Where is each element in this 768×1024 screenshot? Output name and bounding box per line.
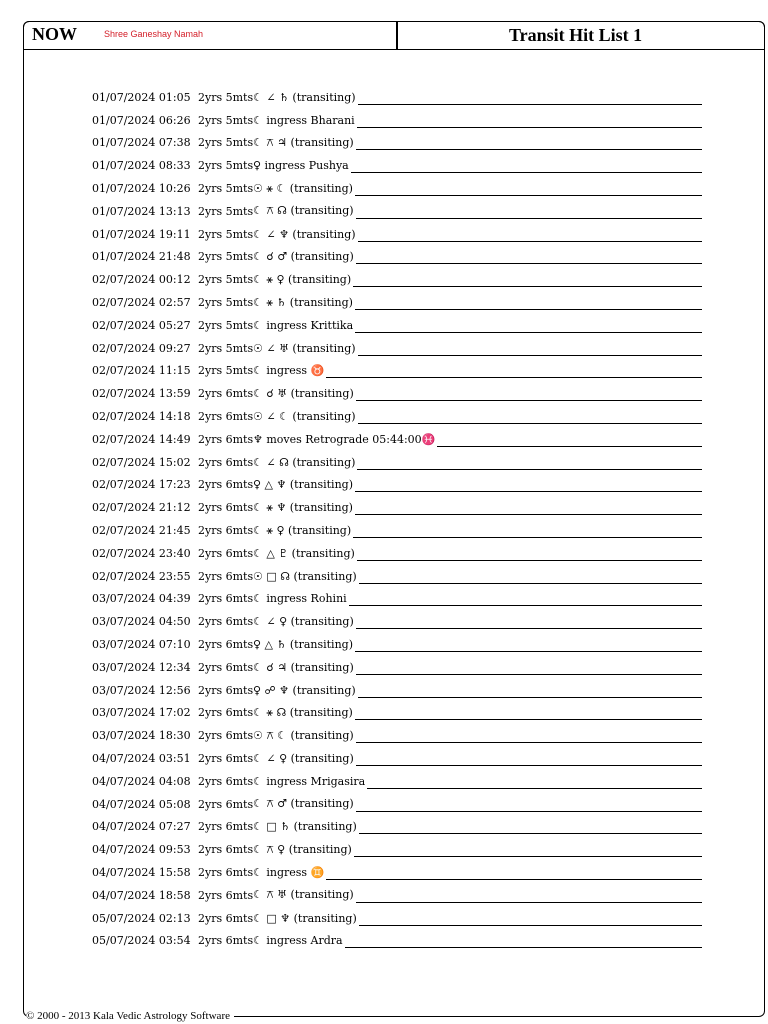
list-item	[92, 474, 702, 497]
entry-age: 2yrs 6mts	[198, 524, 254, 538]
entry-event: ☾ ☌ ♃ (transiting)	[253, 660, 354, 674]
list-item	[92, 268, 702, 291]
entry-datetime: 02/07/2024 02:57	[92, 296, 191, 310]
entry-underline	[356, 400, 702, 401]
copyright-footer: © 2000 - 2013 Kala Vedic Astrology Software	[26, 1010, 234, 1022]
entry-age: 2yrs 6mts	[198, 934, 254, 948]
entry-datetime: 05/07/2024 02:13	[92, 911, 191, 925]
entry-event: ☾ ingress Mrigasira	[253, 774, 366, 788]
list-item	[92, 793, 702, 816]
list-item	[92, 884, 702, 907]
list-item	[92, 907, 702, 930]
entry-datetime: 04/07/2024 15:58	[92, 865, 191, 879]
entry-age: 2yrs 5mts	[198, 250, 254, 264]
entry-underline	[356, 811, 702, 812]
entry-underline	[356, 149, 702, 150]
entry-underline	[326, 879, 702, 880]
entry-datetime: 02/07/2024 05:27	[92, 318, 191, 332]
list-item	[92, 405, 702, 428]
entry-datetime: 03/07/2024 18:30	[92, 729, 191, 743]
entry-datetime: 01/07/2024 08:33	[92, 159, 191, 173]
list-item	[92, 770, 702, 793]
entry-age: 2yrs 6mts	[198, 569, 254, 583]
list-item	[92, 679, 702, 702]
entry-datetime: 01/07/2024 13:13	[92, 204, 191, 218]
entry-event: ☾ ☌ ♂ (transiting)	[253, 250, 354, 264]
entry-underline	[358, 241, 702, 242]
entry-underline	[359, 583, 702, 584]
entry-age: 2yrs 5mts	[198, 318, 254, 332]
entry-event: ☉ ⚹ ☾ (transiting)	[253, 181, 353, 195]
entry-underline	[359, 833, 702, 834]
list-item	[92, 246, 702, 269]
entry-underline	[356, 742, 702, 743]
entry-age: 2yrs 6mts	[198, 843, 254, 857]
entry-underline	[359, 925, 702, 926]
entry-datetime: 02/07/2024 00:12	[92, 273, 191, 287]
header-divider	[396, 22, 398, 49]
list-item	[92, 656, 702, 679]
entry-age: 2yrs 6mts	[198, 683, 254, 697]
entry-datetime: 01/07/2024 06:26	[92, 113, 191, 127]
entry-datetime: 04/07/2024 09:53	[92, 843, 191, 857]
entry-underline	[355, 195, 702, 196]
list-item	[92, 314, 702, 337]
entry-datetime: 03/07/2024 04:39	[92, 592, 191, 606]
entry-datetime: 04/07/2024 03:51	[92, 752, 191, 765]
list-item	[92, 428, 702, 451]
entry-age: 2yrs 6mts	[198, 865, 254, 879]
entry-event: ☉ □ ☊ (transiting)	[253, 569, 357, 583]
entry-underline	[356, 765, 702, 766]
entry-age: 2yrs 5mts	[198, 136, 254, 150]
entry-event: ☾ ingress Ardra	[253, 934, 343, 948]
entry-datetime: 05/07/2024 03:54	[92, 934, 191, 948]
list-item	[92, 86, 702, 109]
entry-age: 2yrs 6mts	[198, 660, 254, 674]
entry-event: ☉ ∠ ♅ (transiting)	[253, 341, 356, 355]
list-item	[92, 109, 702, 132]
entry-age: 2yrs 5mts	[198, 296, 254, 310]
entry-datetime: 01/07/2024 07:38	[92, 136, 191, 150]
entry-age: 2yrs 6mts	[198, 410, 254, 424]
entry-age: 2yrs 6mts	[198, 638, 254, 652]
entry-underline	[355, 651, 702, 652]
entry-age: 2yrs 6mts	[198, 820, 254, 834]
entry-datetime: 02/07/2024 21:45	[92, 524, 191, 538]
list-item	[92, 747, 702, 770]
entry-event: ☾ ⚻ ♃ (transiting)	[253, 135, 354, 149]
entry-age: 2yrs 6mts	[198, 501, 254, 515]
entry-event: ☾ ∠ ♀ (transiting)	[253, 752, 354, 765]
entry-event: ☾ ⚻ ♂ (transiting)	[253, 797, 354, 811]
entry-event: ☾ △ ♇ (transiting)	[253, 546, 355, 560]
entry-underline	[354, 856, 702, 857]
entry-event: ☉ ⚻ ☾ (transiting)	[253, 728, 354, 742]
entry-datetime: 03/07/2024 07:10	[92, 638, 191, 652]
entry-underline	[345, 947, 702, 948]
list-item	[92, 291, 702, 314]
entry-underline	[356, 902, 702, 903]
entry-underline	[357, 127, 702, 128]
entry-event: ♀ △ ♄ (transiting)	[253, 638, 353, 652]
entry-event: ☾ ⚻ ☊ (transiting)	[253, 204, 354, 218]
entry-age: 2yrs 6mts	[198, 592, 254, 606]
entry-event: ☾ ∠ ♆ (transiting)	[253, 227, 356, 241]
entry-age: 2yrs 6mts	[198, 455, 254, 469]
list-item	[92, 451, 702, 474]
entry-underline	[351, 172, 702, 173]
entry-underline	[358, 104, 702, 105]
entry-age: 2yrs 6mts	[198, 774, 254, 788]
entry-age: 2yrs 6mts	[198, 911, 254, 925]
list-item	[92, 565, 702, 588]
entry-age: 2yrs 6mts	[198, 888, 254, 902]
entry-underline	[356, 628, 702, 629]
entry-age: 2yrs 6mts	[198, 706, 254, 720]
entry-age: 2yrs 6mts	[198, 387, 254, 401]
entry-datetime: 03/07/2024 04:50	[92, 615, 191, 629]
entry-event: ♆ moves Retrograde 05:44:00♓	[253, 432, 436, 446]
entry-datetime: 02/07/2024 13:59	[92, 387, 191, 401]
entry-event: ☾ ingress Krittika	[253, 318, 354, 332]
entry-datetime: 02/07/2024 11:15	[92, 364, 191, 378]
entry-event: ☾ ∠ ♀ (transiting)	[253, 615, 354, 629]
entry-event: ☾ □ ♆ (transiting)	[253, 911, 357, 925]
list-item	[92, 633, 702, 656]
list-item	[92, 861, 702, 884]
entry-datetime: 02/07/2024 21:12	[92, 501, 191, 515]
entry-event: ☾ ⚹ ♆ (transiting)	[253, 500, 353, 514]
entry-event: ☾ ☌ ♅ (transiting)	[253, 387, 354, 401]
list-item	[92, 177, 702, 200]
entry-age: 2yrs 5mts	[198, 364, 254, 378]
entry-underline	[349, 605, 702, 606]
list-item	[92, 702, 702, 725]
list-item	[92, 132, 702, 155]
entry-underline	[326, 377, 702, 378]
list-item	[92, 588, 702, 611]
entry-datetime: 02/07/2024 14:49	[92, 432, 191, 446]
entry-datetime: 02/07/2024 14:18	[92, 410, 191, 424]
entry-event: ☾ ⚹ ♀ (transiting)	[253, 272, 352, 286]
entry-underline	[367, 788, 702, 789]
entry-datetime: 02/07/2024 17:23	[92, 478, 191, 492]
list-item	[92, 496, 702, 519]
transit-hit-list	[92, 86, 702, 952]
entry-underline	[355, 491, 702, 492]
list-item	[92, 154, 702, 177]
entry-event: ☾ ⚹ ☊ (transiting)	[253, 705, 353, 719]
entry-underline	[357, 469, 702, 470]
list-item	[92, 724, 702, 747]
list-item	[92, 360, 702, 383]
list-item	[92, 542, 702, 565]
entry-event: ☾ ∠ ☊ (transiting)	[253, 455, 356, 469]
entry-event: ☾ □ ♄ (transiting)	[253, 820, 357, 834]
entry-datetime: 02/07/2024 15:02	[92, 455, 191, 469]
list-item	[92, 200, 702, 223]
entry-event: ♀ △ ♆ (transiting)	[253, 478, 353, 492]
entry-datetime: 01/07/2024 01:05	[92, 90, 191, 104]
entry-datetime: 02/07/2024 23:40	[92, 546, 191, 560]
entry-datetime: 03/07/2024 12:34	[92, 660, 191, 674]
entry-age: 2yrs 5mts	[198, 90, 254, 104]
entry-datetime: 01/07/2024 21:48	[92, 250, 191, 264]
entry-datetime: 04/07/2024 04:08	[92, 774, 191, 788]
entry-age: 2yrs 6mts	[198, 729, 254, 743]
entry-underline	[358, 355, 702, 356]
entry-event: ☾ ⚻ ♅ (transiting)	[253, 888, 354, 902]
entry-age: 2yrs 5mts	[198, 182, 254, 196]
entry-underline	[356, 674, 702, 675]
entry-age: 2yrs 6mts	[198, 478, 254, 492]
entry-event: ☾ ∠ ♄ (transiting)	[253, 90, 356, 104]
entry-datetime: 02/07/2024 23:55	[92, 569, 191, 583]
entry-age: 2yrs 5mts	[198, 341, 254, 355]
entry-age: 2yrs 5mts	[198, 159, 254, 173]
entry-age: 2yrs 5mts	[198, 204, 254, 218]
entry-underline	[355, 514, 702, 515]
page-title: Transit Hit List 1	[509, 25, 643, 45]
entry-datetime: 04/07/2024 07:27	[92, 820, 191, 834]
list-item	[92, 816, 702, 839]
entry-age: 2yrs 5mts	[198, 113, 254, 127]
list-item	[92, 223, 702, 246]
entry-underline	[356, 218, 702, 219]
list-item	[92, 337, 702, 360]
entry-datetime: 04/07/2024 05:08	[92, 797, 191, 811]
entry-event: ☾ ingress Rohini	[253, 592, 347, 606]
entry-underline	[353, 286, 702, 287]
page-header	[23, 21, 765, 50]
entry-datetime: 03/07/2024 17:02	[92, 706, 191, 720]
entry-age: 2yrs 6mts	[198, 546, 254, 560]
entry-age: 2yrs 6mts	[198, 752, 254, 765]
entry-underline	[358, 423, 702, 424]
entry-event: ☾ ingress ♊	[253, 865, 325, 879]
entry-underline	[437, 446, 702, 447]
entry-datetime: 03/07/2024 12:56	[92, 683, 191, 697]
entry-underline	[353, 537, 702, 538]
entry-underline	[356, 263, 702, 264]
entry-datetime: 01/07/2024 19:11	[92, 227, 191, 241]
entry-age: 2yrs 6mts	[198, 797, 254, 811]
entry-datetime: 04/07/2024 18:58	[92, 888, 191, 902]
entry-age: 2yrs 5mts	[198, 273, 254, 287]
entry-event: ☾ ⚹ ♄ (transiting)	[253, 295, 353, 309]
entry-event: ☾ ⚹ ♀ (transiting)	[253, 523, 352, 537]
entry-age: 2yrs 5mts	[198, 227, 254, 241]
entry-underline	[357, 560, 702, 561]
list-item	[92, 519, 702, 542]
list-item	[92, 838, 702, 861]
entry-age: 2yrs 6mts	[198, 432, 254, 446]
list-item	[92, 382, 702, 405]
entry-event: ☾ ingress Bharani	[253, 113, 355, 127]
entry-event: ☉ ∠ ☾ (transiting)	[253, 410, 356, 424]
entry-event: ♀ ingress Pushya	[253, 159, 349, 173]
entry-underline	[358, 697, 702, 698]
page-left-title: NOW	[32, 24, 77, 44]
entry-underline	[355, 719, 702, 720]
entry-event: ♀ ☍ ♆ (transiting)	[253, 683, 356, 697]
entry-datetime: 01/07/2024 10:26	[92, 182, 191, 196]
list-item	[92, 929, 702, 952]
entry-underline	[355, 309, 702, 310]
entry-datetime: 02/07/2024 09:27	[92, 341, 191, 355]
entry-event: ☾ ingress ♉	[253, 364, 325, 378]
invocation-text: Shree Ganeshay Namah	[104, 29, 204, 39]
entry-event: ☾ ⚻ ♀ (transiting)	[253, 842, 352, 856]
list-item	[92, 610, 702, 633]
entry-underline	[355, 332, 702, 333]
entry-age: 2yrs 6mts	[198, 615, 254, 629]
